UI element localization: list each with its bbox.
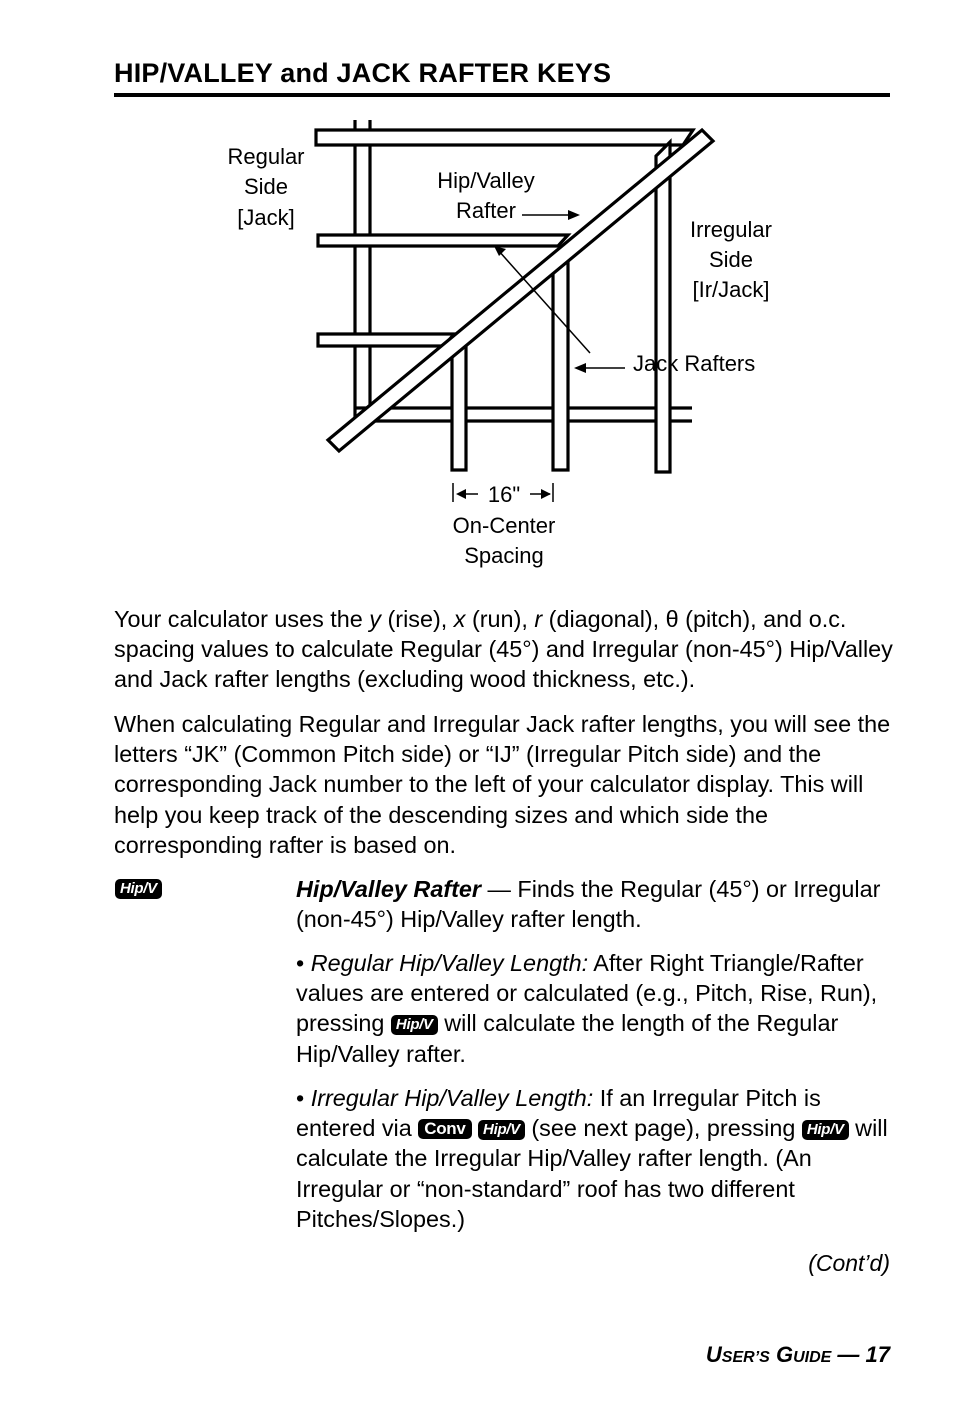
rafter-diagram (0, 0, 954, 600)
hipv-key-badge (115, 879, 162, 900)
hipv-key-icon: Hip/V (391, 1015, 438, 1035)
svg-text:Side: Side (708, 247, 754, 272)
hipv-key-icon: Hip/V (802, 1120, 849, 1140)
label-regular-side (227, 144, 304, 230)
svg-text:Hip/Valley: Hip/Valley (437, 168, 535, 193)
svg-text:Spacing: Spacing (464, 543, 544, 568)
continued-note: (Cont’d) (808, 1250, 890, 1276)
label-spacing (453, 482, 556, 568)
conv-key-icon: Conv (418, 1119, 471, 1139)
intro-paragraph: Your calculator uses the y (rise), x (run), r (diagonal), θ (pitch), and o.c. spacing values to calculate Regular (45°) and Irregular (non-45°) Hip/Valley and Jack rafter lengths (excluding wood thickness, etc.). (114, 606, 893, 693)
page-title: HIP/VALLEY and JACK RAFTER KEYS (114, 58, 890, 97)
hip-valley-description: Hip/Valley Rafter — Finds the Regular (45°) or Irregular (non-45°) Hip/Valley rafter length. (296, 876, 881, 933)
svg-text:Regular: Regular (227, 144, 305, 169)
svg-text:Side: Side (243, 174, 289, 199)
label-irregular-side (690, 217, 772, 302)
svg-text:[Jack]: [Jack] (237, 205, 295, 230)
svg-text:Irregular: Irregular (690, 217, 772, 242)
hipv-key-icon: Hip/V (115, 879, 162, 899)
label-jack-rafters: Jack Rafters (633, 351, 756, 376)
jack-rafter-paragraph: When calculating Regular and Irregular Jack rafter lengths, you will see the letters “JK” (Common Pitch side) or “IJ” (Irregular Pitch side) and the corresponding Jack number to the left of your calculator display. This will help you keep track of the descending sizes and which side the corresponding rafter is based on. (114, 711, 891, 858)
irregular-hip-valley-bullet: • Irregular Hip/Valley Length: If an Irregular Pitch is entered via Conv Hip/V (see next page), pressing Hip/V will calculate the Irregular Hip/Valley rafter length. (An Irregular or “non-standard” roof has two different Pitches/Slopes.) (296, 1085, 888, 1232)
svg-text:[Ir/Jack]: [Ir/Jack] (692, 277, 770, 302)
page-footer: USER’S GUIDE — 17 (705, 1342, 890, 1367)
svg-text:16": 16" (487, 482, 521, 507)
svg-text:Rafter: Rafter (456, 198, 516, 223)
regular-hip-valley-bullet: • Regular Hip/Valley Length: After Right Triangle/Rafter values are entered or calculated (e.g., Pitch, Rise, Run), pressing Hip/V will calculate the length of the Regular Hip/Valley rafter. (296, 950, 878, 1067)
svg-text:On-Center: On-Center (452, 513, 556, 538)
hipv-key-icon: Hip/V (478, 1120, 525, 1140)
label-hip-valley-rafter (437, 168, 534, 223)
